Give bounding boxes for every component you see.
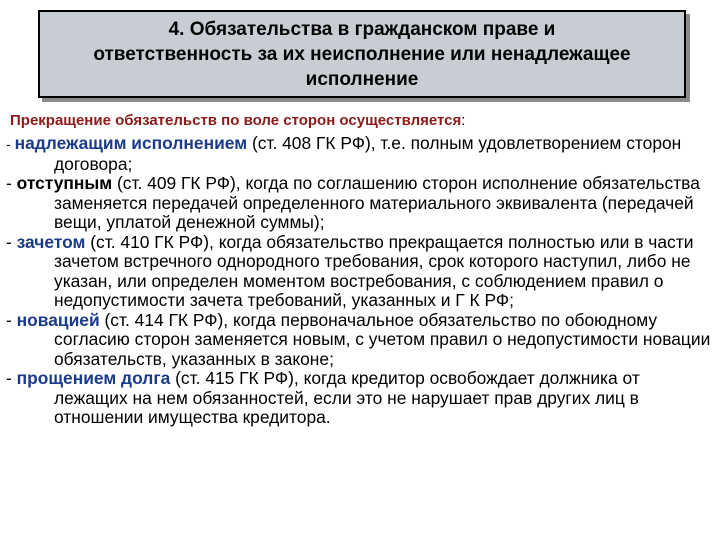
item-dash: - xyxy=(6,309,17,330)
item-keyword: прощением долга xyxy=(16,368,171,388)
item-text: (ст. 414 ГК РФ), когда первоначальное обязательство по обоюдному согласию сторон заменяется новым, с учетом правил о недопустимости новации обязательств, указанных в законе; xyxy=(54,309,711,369)
intro-text: Прекращение обязательств по воле сторон осуществляется xyxy=(10,112,462,129)
list-item-set-off xyxy=(6,233,712,311)
list-item-compensation xyxy=(6,174,712,233)
item-keyword: новацией xyxy=(16,309,100,330)
list-item-debt-forgiveness xyxy=(6,369,712,428)
intro-line xyxy=(10,112,465,129)
item-text: (ст. 409 ГК РФ), когда по соглашению сторон исполнение обязательства заменяется передачей определенного материального эквивалента (передачей вещи, уплатой денежной суммы); xyxy=(54,173,700,232)
item-dash: - xyxy=(6,368,17,388)
item-keyword: надлежащим исполнением xyxy=(14,133,248,153)
item-text: (ст. 410 ГК РФ), когда обязательство прекращается полностью или в части зачетом встречного однородного требования, срок которого наступил, либо не указан, или определен моментом востребования, с соблюдением правил о недопустимости зачета требований, указанных и Г К РФ; xyxy=(54,231,694,310)
item-text: (ст. 408 ГК РФ), т.е. полным удовлетворением сторон договора; xyxy=(54,133,682,174)
slide-title-box xyxy=(38,10,686,98)
item-keyword: зачетом xyxy=(16,231,86,252)
item-text: (ст. 415 ГК РФ), когда кредитор освобождает должника от лежащих на нем обязанностей, если это не нарушает прав других лиц в отношении имущества кредитора. xyxy=(54,368,640,427)
item-dash: - xyxy=(6,231,17,252)
list-item-proper-performance xyxy=(6,134,712,174)
item-dash: - xyxy=(6,173,17,193)
list-item-novation xyxy=(6,311,712,370)
intro-colon: : xyxy=(461,112,466,129)
termination-list xyxy=(6,134,712,428)
item-keyword: отступным xyxy=(16,173,113,193)
item-dash: - xyxy=(6,136,15,152)
slide-title: 4. Обязательства в гражданском праве и ответственность за их неисполнение или ненадлежащее исполнение xyxy=(93,18,631,90)
